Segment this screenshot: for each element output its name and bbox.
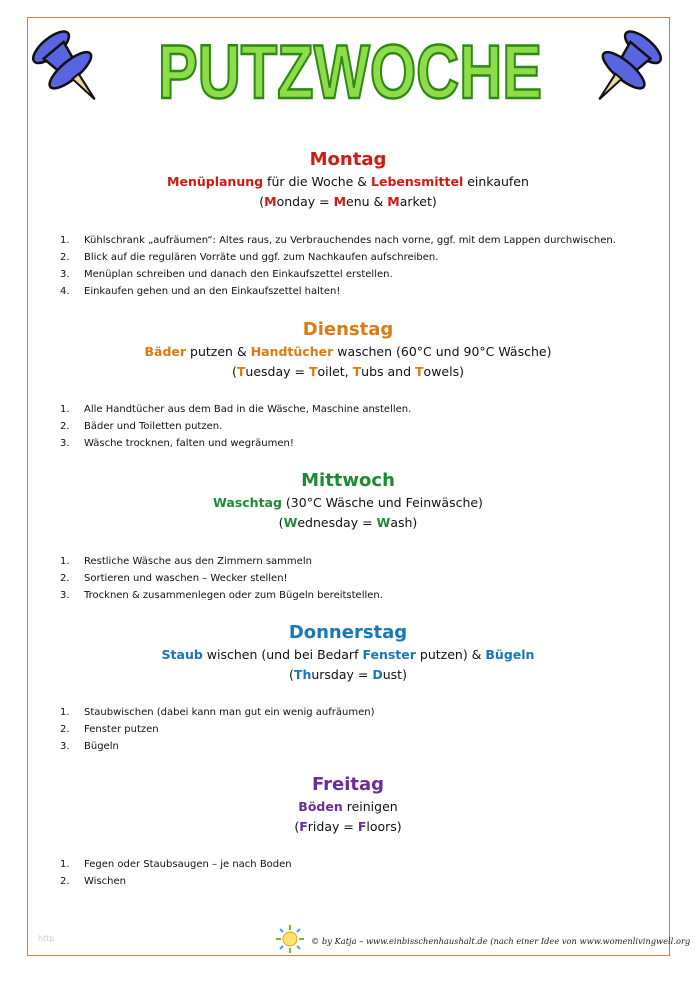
highlight-text: M	[264, 194, 277, 209]
highlight-text: T	[308, 364, 318, 379]
list-item-text: Restliche Wäsche aus den Zimmern sammeln	[84, 556, 312, 567]
list-item-text: Einkaufen gehen und an den Einkaufszettel halten!	[84, 286, 341, 297]
text-segment: ust)	[382, 667, 407, 682]
day-line1	[0, 645, 696, 665]
list-number: 1.	[60, 707, 70, 718]
list-item	[60, 704, 660, 721]
text-segment: ubs and	[361, 364, 416, 379]
text-segment: wischen (und bei Bedarf	[202, 647, 363, 662]
list-number: 2.	[60, 421, 70, 432]
highlight-text: Bäder	[144, 344, 187, 359]
text-segment: ursday =	[311, 667, 373, 682]
text-segment: einkaufen	[463, 174, 529, 189]
text-segment: owels)	[423, 364, 464, 379]
text-segment: (	[232, 364, 237, 379]
task-list	[60, 401, 660, 452]
header	[0, 0, 696, 130]
list-item	[60, 873, 660, 890]
list-number: 1.	[60, 235, 70, 246]
day-heading: Dienstag	[302, 319, 394, 340]
highlight-text: T	[415, 364, 424, 379]
footer	[275, 924, 691, 954]
day-line1	[0, 172, 696, 192]
highlight-text: T	[352, 364, 362, 379]
highlight-text: W	[283, 515, 298, 530]
text-segment: (	[294, 819, 300, 834]
list-number: 2.	[60, 573, 70, 584]
day-section-mittwoch	[0, 469, 696, 533]
list-number: 3.	[60, 438, 70, 449]
list-item	[60, 738, 660, 755]
highlight-text: Bügeln	[485, 647, 535, 662]
list-number: 1.	[60, 556, 70, 567]
day-heading: Montag	[309, 149, 387, 170]
text-segment: enu &	[346, 194, 388, 209]
day-section-dienstag	[0, 318, 696, 382]
text-segment: riday =	[307, 819, 358, 834]
text-segment: (	[289, 667, 294, 682]
text-segment: ash)	[390, 515, 418, 530]
list-item	[60, 721, 660, 738]
highlight-text: D	[372, 667, 383, 682]
list-item-text: Menüplan schreiben und danach den Einkaufszettel erstellen.	[84, 269, 393, 280]
day-section-freitag	[0, 773, 696, 837]
list-number: 1.	[60, 404, 70, 415]
text-segment: onday =	[276, 194, 334, 209]
list-item	[60, 283, 660, 300]
text-segment: oilet,	[317, 364, 353, 379]
list-number: 4.	[60, 286, 70, 297]
footer-credit: © by Katja – www.einbisschenhaushalt.de (nach einer Idee von www.womenlivingwell.org	[311, 936, 691, 946]
list-item	[60, 418, 660, 435]
page-title-text: PUTZWOCHE	[158, 30, 542, 115]
text-segment: für die Woche &	[263, 174, 372, 189]
text-segment: (30°C Wäsche und Feinwäsche)	[281, 495, 483, 510]
day-line2	[0, 513, 696, 533]
list-item	[60, 435, 660, 452]
text-segment: waschen (60°C und 90°C Wäsche)	[333, 344, 552, 359]
list-item-text: Trocknen & zusammenlegen oder zum Bügeln bereitstellen.	[84, 590, 383, 601]
highlight-text: Lebensmittel	[371, 174, 464, 189]
text-segment: arket)	[399, 194, 437, 209]
list-item	[60, 401, 660, 418]
list-item-text: Bäder und Toiletten putzen.	[84, 421, 223, 432]
task-list	[60, 232, 660, 300]
day-line2	[0, 362, 696, 382]
text-segment: uesday =	[245, 364, 309, 379]
highlight-text: Handtücher	[250, 344, 334, 359]
day-heading: Freitag	[311, 774, 385, 795]
list-number: 3.	[60, 269, 70, 280]
pushpin-icon	[580, 28, 666, 114]
sun-logo-icon	[275, 924, 305, 954]
day-heading: Donnerstag	[288, 622, 408, 643]
highlight-text: Böden	[298, 799, 343, 814]
list-item-text: Blick auf die regulären Vorräte und ggf. zum Nachkaufen aufschreiben.	[84, 252, 439, 263]
list-item-text: Alle Handtücher aus dem Bad in die Wäsche, Maschine anstellen.	[84, 404, 412, 415]
day-line2	[0, 665, 696, 685]
day-section-donnerstag	[0, 621, 696, 685]
list-item	[60, 266, 660, 283]
watermark: http	[38, 934, 55, 943]
text-segment: putzen) &	[415, 647, 486, 662]
list-item	[60, 587, 660, 604]
task-list	[60, 553, 660, 604]
highlight-text: T	[236, 364, 246, 379]
text-segment: loors)	[366, 819, 402, 834]
highlight-text: Fenster	[362, 647, 416, 662]
text-segment: ednesday =	[297, 515, 377, 530]
highlight-text: F	[357, 819, 367, 834]
page-title	[150, 30, 550, 115]
highlight-text: Waschtag	[213, 495, 282, 510]
highlight-text: M	[333, 194, 347, 209]
text-segment: reinigen	[342, 799, 398, 814]
task-list	[60, 704, 660, 755]
day-section-montag	[0, 148, 696, 212]
list-item-text: Kühlschrank „aufräumen“: Altes raus, zu Verbrauchendes nach vorne, ggf. mit dem Lappen durchwischen.	[84, 235, 616, 246]
highlight-text: Menüplanung	[167, 174, 264, 189]
day-heading: Mittwoch	[301, 470, 395, 491]
highlight-text: Staub	[161, 647, 203, 662]
list-item	[60, 570, 660, 587]
day-line2	[0, 192, 696, 212]
highlight-text: W	[376, 515, 391, 530]
list-item-text: Fegen oder Staubsaugen – je nach Boden	[84, 859, 292, 870]
list-item-text: Sortieren und waschen – Wecker stellen!	[84, 573, 288, 584]
list-item	[60, 553, 660, 570]
list-item-text: Wäsche trocknen, falten und wegräumen!	[84, 438, 294, 449]
list-item-text: Wischen	[84, 876, 126, 887]
highlight-text: F	[299, 819, 308, 834]
list-item	[60, 249, 660, 266]
day-line2	[0, 817, 696, 837]
pushpin-icon	[28, 28, 114, 114]
list-number: 3.	[60, 590, 70, 601]
text-segment: (	[278, 515, 284, 530]
list-number: 3.	[60, 741, 70, 752]
list-item	[60, 856, 660, 873]
list-number: 1.	[60, 859, 70, 870]
list-item-text: Bügeln	[84, 741, 119, 752]
list-number: 2.	[60, 252, 70, 263]
day-line1	[0, 493, 696, 513]
text-segment: putzen &	[186, 344, 251, 359]
list-number: 2.	[60, 876, 70, 887]
day-line1	[0, 797, 696, 817]
highlight-text: Th	[293, 667, 312, 682]
day-line1	[0, 342, 696, 362]
list-item-text: Staubwischen (dabei kann man gut ein wenig aufräumen)	[84, 707, 375, 718]
list-item	[60, 232, 660, 249]
text-segment: (	[259, 194, 265, 209]
list-item-text: Fenster putzen	[84, 724, 159, 735]
list-number: 2.	[60, 724, 70, 735]
highlight-text: M	[387, 194, 400, 209]
task-list	[60, 856, 660, 890]
